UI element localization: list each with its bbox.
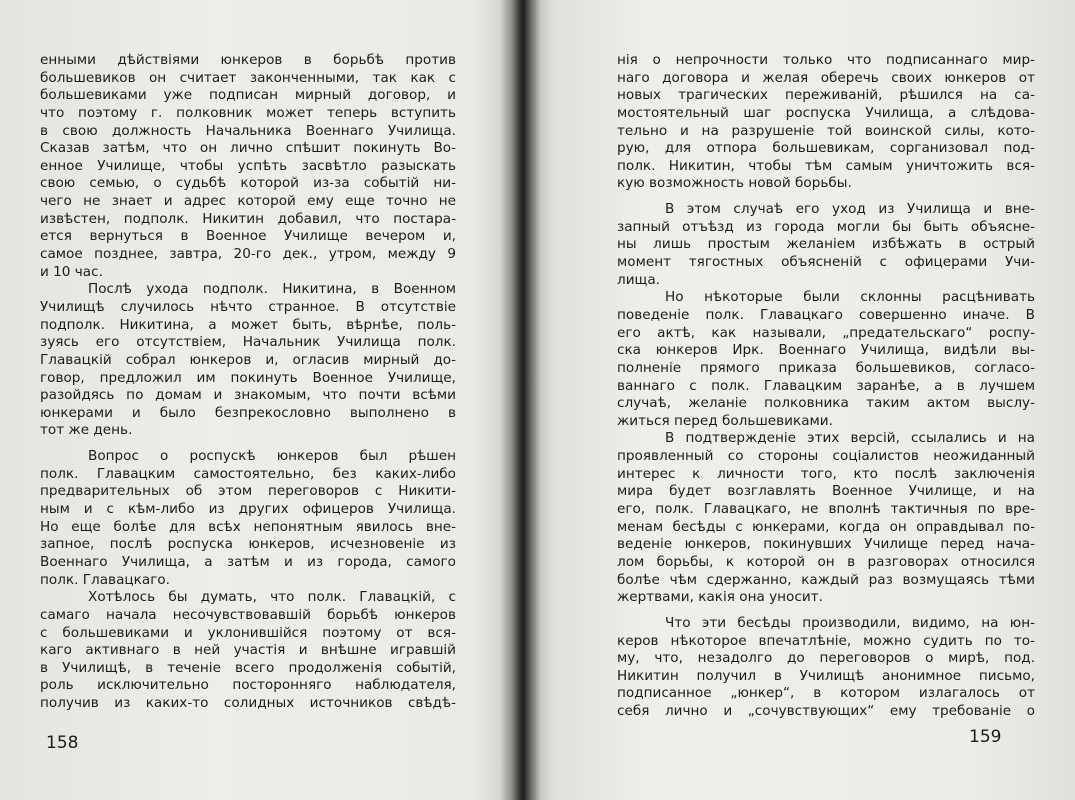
text-line: извѣстен, подполк. Никитин добавил, что постара- <box>40 210 456 227</box>
text-line: поведеніе полк. Главацкаго совершенно иначе. В <box>617 306 1035 323</box>
paragraph <box>617 52 1035 193</box>
paragraph-gap <box>617 193 1035 201</box>
text-line: Послѣ ухода подполк. Никитина, в Военном <box>88 281 456 298</box>
text-line: веденіе юнкеров, покинувших Училище перед нача- <box>617 536 1035 553</box>
text-line: полк. Никитин, чтобы тѣм самым уничтожить вся- <box>617 157 1035 174</box>
text-line: тельно и на разрушеніе той воинской силы, кото- <box>617 122 1035 139</box>
text-line: енное Училище, чтобы успѣть засвѣтло разыскать <box>40 157 456 174</box>
text-line: роль исключительно посторонняго наблюдателя, <box>40 677 456 694</box>
text-line: Главацкій собрал юнкеров и, огласив мирный до- <box>40 351 456 368</box>
text-line: керов нѣкоторое впечатлѣніе, можно судить по то- <box>617 632 1035 649</box>
text-line: в Училищѣ, в теченіе всего продолженія событій, <box>40 659 456 676</box>
text-line: момент тягостных объясненій с офицерами Учи- <box>617 254 1035 271</box>
text-line: лом борьбы, к которой он в разговорах относился <box>617 553 1035 570</box>
text-line: предварительных об этом переговоров с Никити- <box>40 483 456 500</box>
text-line: ным и с кѣм-либо из других офицеров Училища. <box>40 501 456 518</box>
text-line: себя лично и „сочувствующих“ ему требованіе о <box>617 703 1035 720</box>
text-line: В подтвержденіе этих версій, ссылались и на <box>665 430 1035 447</box>
text-line: что поэтому г. полковник может теперь вступить <box>40 104 456 121</box>
text-line: рую, для отпора большевикам, сорганизовал под- <box>617 140 1035 157</box>
text-line: большевиков он считает законченными, так как с <box>40 69 456 86</box>
text-line: лища. <box>617 271 660 288</box>
text-line: кую возможность новой борьбы. <box>617 175 852 192</box>
text-line: нія о непрочности только что подписаннаго мир- <box>617 52 1035 68</box>
left-page-text <box>40 52 456 713</box>
text-line: запный отъѣзд из города могли бы быть объясне- <box>617 218 1035 235</box>
text-line: Хотѣлось бы думать, что полк. Главацкій, с <box>88 589 456 606</box>
text-line: ется вернуться в Военное Училище вечером и, <box>40 228 456 245</box>
text-line: ны лишь простым желаніем избѣжать в острый <box>617 236 1035 253</box>
paragraph <box>40 52 456 281</box>
paragraph <box>40 448 456 589</box>
text-line: и 10 час. <box>40 263 103 280</box>
text-line: интерес к личности того, кто послѣ заключенія <box>617 465 1035 482</box>
text-line: подполк. Никитина, а может быть, вѣрнѣе, поль- <box>40 316 456 333</box>
page-number-left: 158 <box>46 733 79 753</box>
text-line: наго договора и желая оберечь своих юнкеров от <box>617 69 1035 86</box>
text-line: самое позднее, завтра, 20-го дек., утром, между 9 <box>40 246 456 263</box>
text-line: Сказав затѣм, что он лично спѣшит покинуть Во- <box>40 140 456 157</box>
text-line: самаго начала несочувствовавшій борьбѣ юнкеров <box>40 606 456 623</box>
text-line: с большевиками и уклонившійся поэтому от вся- <box>40 624 456 641</box>
text-line: юнкерами и было безпрекословно выполнено в <box>40 404 456 421</box>
right-page-text <box>617 52 1035 721</box>
text-line: его актѣ, как называли, „предательскаго“ роспу- <box>617 324 1035 341</box>
text-line: болѣе чѣм сдержанно, каждый раз возмущаясь тѣми <box>617 571 1035 588</box>
text-line: Военнаго Училища, а затѣм и из города, самого <box>40 553 456 570</box>
text-line: му, что, незадолго до переговоров о мирѣ, под. <box>617 650 1035 667</box>
text-line: ваннаго с полк. Главацким заранѣе, а в лучшем <box>617 377 1035 394</box>
paragraph <box>617 201 1035 289</box>
text-line: Вопрос о роспускѣ юнкеров был рѣшен <box>88 448 456 465</box>
text-line: ска юнкеров Ирк. Военнаго Училища, видѣли вы- <box>617 342 1035 359</box>
page-number-right: 159 <box>969 727 1002 747</box>
text-line: Но еще болѣе для всѣх непонятным явилось вне- <box>40 518 456 535</box>
text-line: новых трагических переживаній, рѣшился на са- <box>617 87 1035 104</box>
text-line: жертвами, какія она уносит. <box>617 589 823 606</box>
text-line: тот же день. <box>40 422 133 439</box>
text-line: чего не знает и адрес которой ему еще точно не <box>40 193 456 210</box>
paragraph <box>40 281 456 440</box>
text-line: Что эти бесѣды производили, видимо, на юн- <box>665 614 1035 631</box>
text-line: получив из каких-то солидных источников свѣдѣ- <box>40 695 456 712</box>
text-line: говор, предложил им покинуть Военное Училище, <box>40 369 456 386</box>
text-line: полк. Главацкаго. <box>40 571 170 588</box>
text-line: проявленный со стороны соціалистов неожиданный <box>617 448 1035 465</box>
left-page <box>40 0 456 800</box>
text-line: зуясь его отсутствіем, Начальник Училища полк. <box>40 334 456 351</box>
text-line: мостоятельный шаг роспуска Училища, а слѣдова- <box>617 104 1035 121</box>
text-line: полк. Главацким самостоятельно, без каких-либо <box>40 465 456 482</box>
text-line: подписанное „юнкер“, в котором излагалось от <box>617 685 1035 702</box>
paragraph <box>40 589 456 712</box>
paragraph <box>617 430 1035 606</box>
text-line: случаѣ, желаніе полковника таким актом выслу- <box>617 395 1035 412</box>
paragraph-gap <box>617 607 1035 615</box>
paragraph <box>617 289 1035 430</box>
text-line: В этом случаѣ его уход из Училища и вне- <box>665 201 1035 218</box>
text-line: Училищѣ случилось нѣчто странное. В отсутствіе <box>40 298 456 315</box>
text-line: менам бесѣды с юнкерами, когда он оправдывал по- <box>617 518 1035 535</box>
text-line: в свою должность Начальника Военнаго Училища. <box>40 122 456 139</box>
paragraph-gap <box>40 440 456 448</box>
text-line: разойдясь по домам и знакомым, что почти всѣми <box>40 387 456 404</box>
text-line: полненіе прямого приказа большевиков, согласо- <box>617 359 1035 376</box>
text-line: запное, послѣ роспуска юнкеров, исчезновеніе из <box>40 536 456 553</box>
text-line: Никитин получил в Училищѣ анонимное письмо, <box>617 667 1035 684</box>
text-line: каго активнаго в ней участія и внѣшне игравшій <box>40 642 456 659</box>
text-line: житься перед большевиками. <box>617 412 833 429</box>
text-line: мира будет возглавлять Военное Училище, и на <box>617 483 1035 500</box>
text-line: свою семью, о судьбѣ которой из-за событій ни- <box>40 175 456 192</box>
text-line: Но нѣкоторые были склонны расцѣнивать <box>665 289 1035 306</box>
text-line: его, полк. Главацкаго, не вполнѣ тактичныя по вре- <box>617 501 1035 518</box>
paragraph <box>617 615 1035 721</box>
text-line: енными дѣйствіями юнкеров в борьбѣ против <box>40 52 456 68</box>
text-line: большевиками уже подписан мирный договор, и <box>40 87 456 104</box>
right-page <box>617 0 1035 800</box>
